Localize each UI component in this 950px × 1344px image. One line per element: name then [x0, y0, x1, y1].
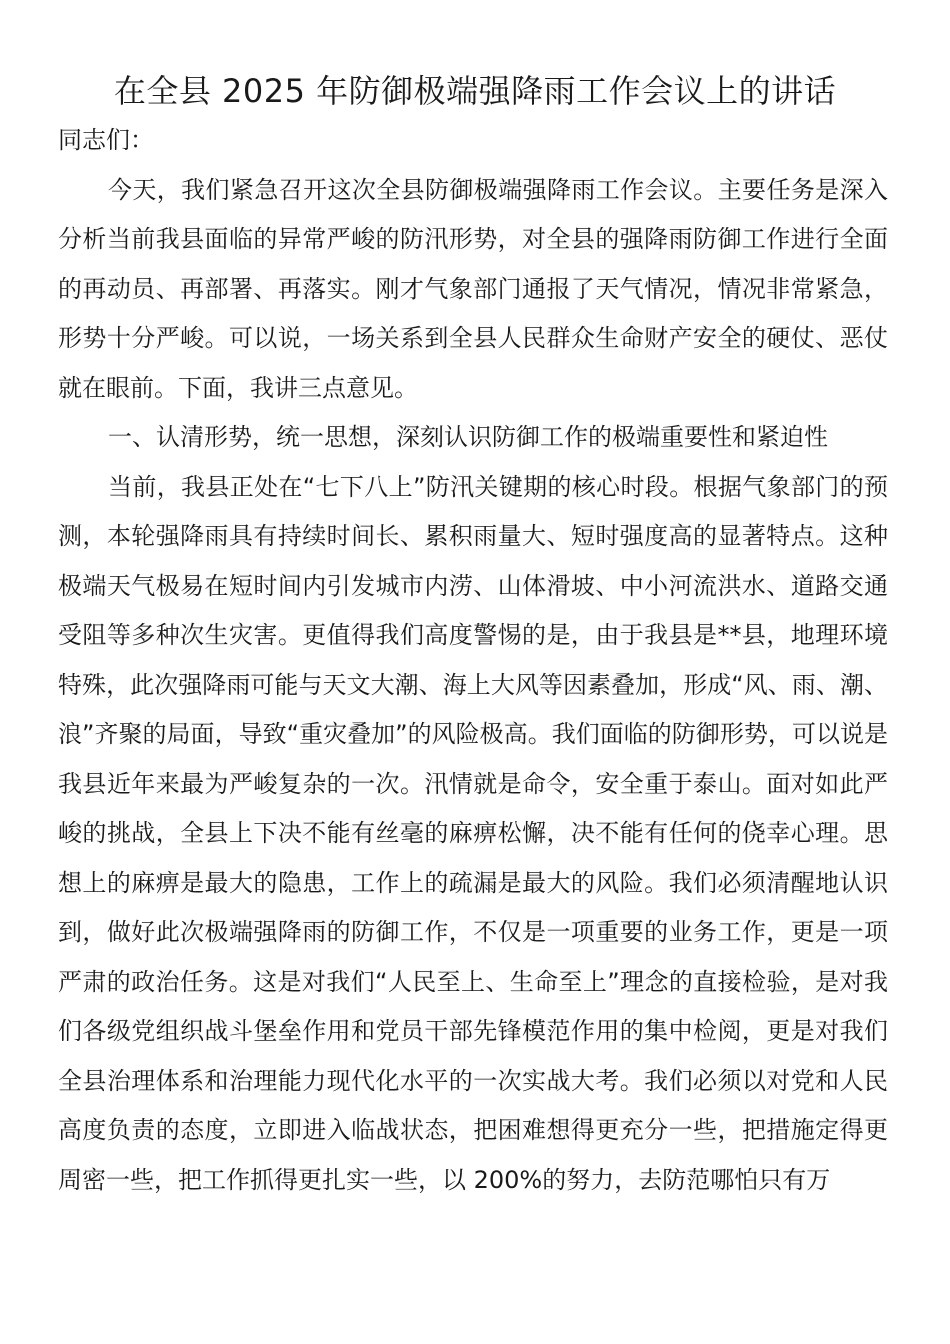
- document-title: 在全县 2025 年防御极端强降雨工作会议上的讲话: [113, 72, 837, 110]
- salutation: 同志们：: [58, 126, 154, 154]
- document-body: [58, 116, 888, 1205]
- opening-paragraph: 今天，我们紧急召开这次全县防御极端强降雨工作会议。主要任务是深入分析当前我县面临的异常严峻的防汛形势，对全县的强降雨防御工作进行全面的再动员、再部署、再落实。刚才气象部门通报了天气情况，情况非常紧急，形势十分严峻。可以说，一场关系到全县人民群众生命财产安全的硬仗、恶仗就在眼前。下面，我讲三点意见。: [58, 175, 888, 402]
- section-1-paragraph: 当前，我县正处在“七下八上”防汛关键期的核心时段。根据气象部门的预测，本轮强降雨具有持续时间长、累积雨量大、短时强度高的显著特点。这种极端天气极易在短时间内引发城市内涝、山体滑坡、中小河流洪水、道路交通受阻等多种次生灾害。更值得我们高度警惕的是，由于我县是**县，地理环境特殊，此次强降雨可能与天文大潮、海上大风等因素叠加，形成“风、雨、潮、浪”齐聚的局面，导致“重灾叠加”的风险极高。我们面临的防御形势，可以说是我县近年来最为严峻复杂的一次。汛情就是命令，安全重于泰山。面对如此严峻的挑战，全县上下决不能有丝毫的麻痹松懈，决不能有任何的侥幸心理。思想上的麻痹是最大的隐患，工作上的疏漏是最大的风险。我们必须清醒地认识到，做好此次极端强降雨的防御工作，不仅是一项重要的业务工作，更是一项严肃的政治任务。这是对我们“人民至上、生命至上”理念的直接检验，是对我们各级党组织战斗堡垒作用和党员干部先锋模范作用的集中检阅，更是对我们全县治理体系和治理能力现代化水平的一次实战大考。我们必须以对党和人民高度负责的态度，立即进入临战状态，把困难想得更充分一些，把措施定得更周密一些，把工作抓得更扎实一些，以 200%的努力，去防范哪怕只有万: [58, 472, 888, 1194]
- section-heading-1: 一、认清形势，统一思想，深刻认识防御工作的极端重要性和紧迫性: [108, 423, 828, 451]
